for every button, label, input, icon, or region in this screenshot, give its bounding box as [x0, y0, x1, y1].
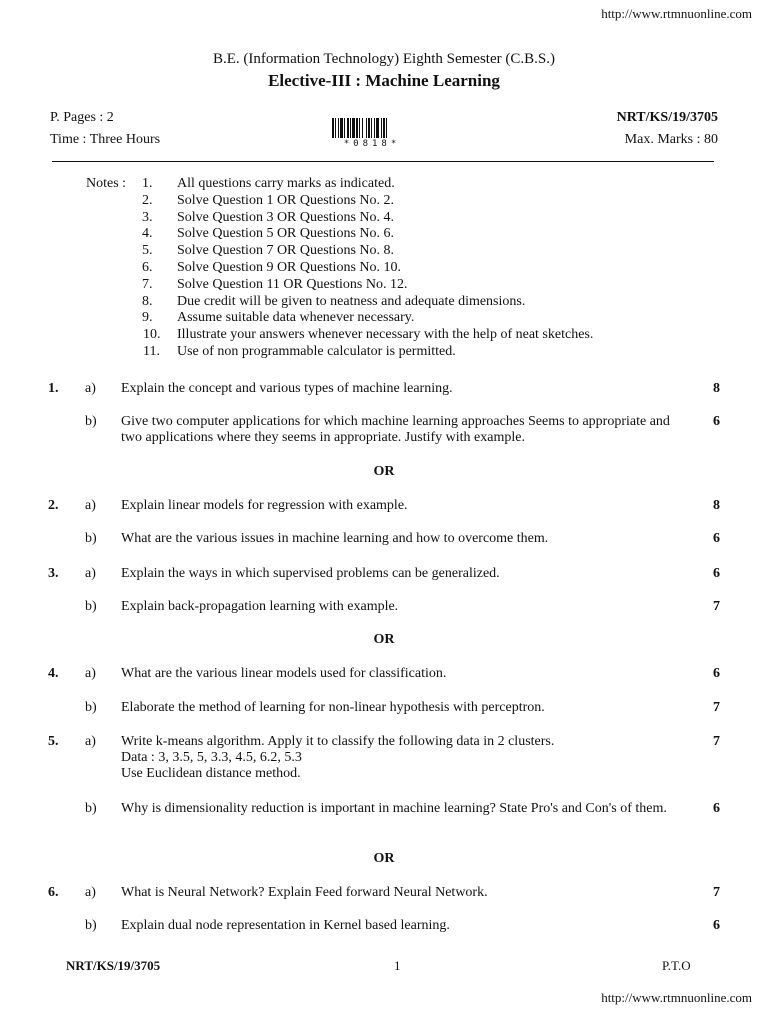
exam-title: B.E. (Information Technology) Eighth Semester (C.B.S.): [213, 51, 555, 67]
note-number: 2.: [142, 192, 153, 208]
question-text: Why is dimensionality reduction is important in machine learning? State Pro's and Con's of them.: [121, 801, 667, 816]
site-url-top[interactable]: [601, 6, 752, 22]
footer-paper-code: NRT/KS/19/3705: [66, 958, 161, 973]
question-marks: 6: [713, 566, 720, 581]
paper-code: NRT/KS/19/3705: [616, 110, 718, 125]
note-text: Due credit will be given to neatness and adequate dimensions.: [177, 293, 526, 309]
question-part: a): [85, 566, 96, 581]
site-link[interactable]: http://www.rtmnuonline.com: [601, 6, 752, 21]
note-text: Assume suitable data whenever necessary.: [177, 310, 415, 326]
subject-title: Elective-III : Machine Learning: [268, 71, 500, 90]
question-marks: 8: [713, 381, 720, 396]
question-number: 5.: [48, 734, 59, 749]
note-text: Solve Question 5 OR Questions No. 6.: [177, 226, 394, 242]
question-marks: 7: [713, 734, 720, 749]
question-part: b): [85, 531, 97, 546]
note-text: Solve Question 11 OR Questions No. 12.: [177, 276, 408, 292]
page-number: 1: [394, 958, 401, 973]
note-number: 8.: [142, 293, 153, 309]
note-text: Solve Question 1 OR Questions No. 2.: [177, 192, 394, 208]
question-marks: 6: [713, 414, 720, 429]
question-part: a): [85, 498, 96, 513]
notes-label: Notes :: [86, 176, 127, 191]
question-marks: 6: [713, 531, 720, 546]
exam-duration: Time : Three Hours: [50, 132, 161, 147]
note-text: Use of non programmable calculator is permitted.: [177, 344, 456, 359]
question-part: a): [85, 666, 96, 681]
or-separator: OR: [373, 632, 395, 647]
question-marks: 7: [713, 599, 720, 614]
question-part: b): [85, 700, 97, 715]
site-url-bottom[interactable]: [601, 990, 752, 1006]
question-number: 3.: [48, 566, 59, 581]
question-text: Explain linear models for regression with example.: [121, 498, 408, 513]
question-marks: 6: [713, 801, 720, 816]
or-separator: OR: [373, 851, 395, 866]
note-number: 9.: [142, 310, 153, 326]
note-number: 7.: [142, 276, 153, 292]
question-text: Elaborate the method of learning for non-linear hypothesis with perceptron.: [121, 700, 545, 715]
question-marks: 6: [713, 918, 720, 933]
please-turn-over: P.T.O: [662, 958, 691, 973]
note-number: 4.: [142, 226, 153, 242]
note-text: Illustrate your answers whenever necessary with the help of neat sketches.: [177, 327, 594, 343]
note-text: Solve Question 9 OR Questions No. 10.: [177, 260, 401, 275]
question-text: What is Neural Network? Explain Feed forward Neural Network.: [121, 885, 488, 900]
question-text: Explain dual node representation in Kernel based learning.: [121, 918, 450, 933]
question-text: Explain the ways in which supervised problems can be generalized.: [121, 566, 500, 581]
question-number: 6.: [48, 885, 59, 900]
question-part: b): [85, 918, 97, 933]
question-text: What are the various linear models used for classification.: [121, 666, 447, 681]
question-part: b): [85, 414, 97, 429]
question-text: Write k-means algorithm. Apply it to classify the following data in 2 clusters. Data : 3, 3.5, 5, 3.3, 4.5, 6.2, 5.3 Use Euclidean distance method.: [121, 734, 555, 781]
question-marks: 7: [713, 885, 720, 900]
note-number: 5.: [142, 243, 153, 259]
question-number: 4.: [48, 666, 59, 681]
question-marks: 8: [713, 498, 720, 513]
question-number: 2.: [48, 498, 59, 513]
question-part: a): [85, 734, 96, 749]
question-text: What are the various issues in machine learning and how to overcome them.: [121, 531, 549, 546]
question-part: a): [85, 381, 96, 396]
note-number: 3.: [142, 209, 153, 225]
question-marks: 6: [713, 666, 720, 681]
note-text: Solve Question 3 OR Questions No. 4.: [177, 209, 394, 225]
barcode-icon: [332, 118, 412, 138]
note-text: Solve Question 7 OR Questions No. 8.: [177, 243, 394, 259]
note-text: All questions carry marks as indicated.: [177, 176, 395, 191]
note-number: 1.: [142, 176, 153, 191]
header-divider: [52, 161, 714, 162]
question-text: Explain back-propagation learning with example.: [121, 599, 399, 614]
page-count: P. Pages : 2: [50, 110, 114, 125]
note-number: 11.: [143, 344, 160, 359]
note-number: 6.: [142, 260, 153, 275]
or-separator: OR: [373, 464, 395, 479]
max-marks: Max. Marks : 80: [624, 132, 718, 147]
site-link[interactable]: http://www.rtmnuonline.com: [601, 990, 752, 1005]
question-text: Explain the concept and various types of machine learning.: [121, 381, 453, 396]
question-part: a): [85, 885, 96, 900]
question-part: b): [85, 599, 97, 614]
note-number: 10.: [143, 327, 161, 343]
question-part: b): [85, 801, 97, 816]
question-text: Give two computer applications for which machine learning approaches Seems to appropriate and two applications where they seems in appropriate. Justify with example.: [121, 414, 670, 445]
question-number: 1.: [48, 381, 59, 396]
barcode-digits: *0818*: [343, 139, 401, 149]
question-marks: 7: [713, 700, 720, 715]
